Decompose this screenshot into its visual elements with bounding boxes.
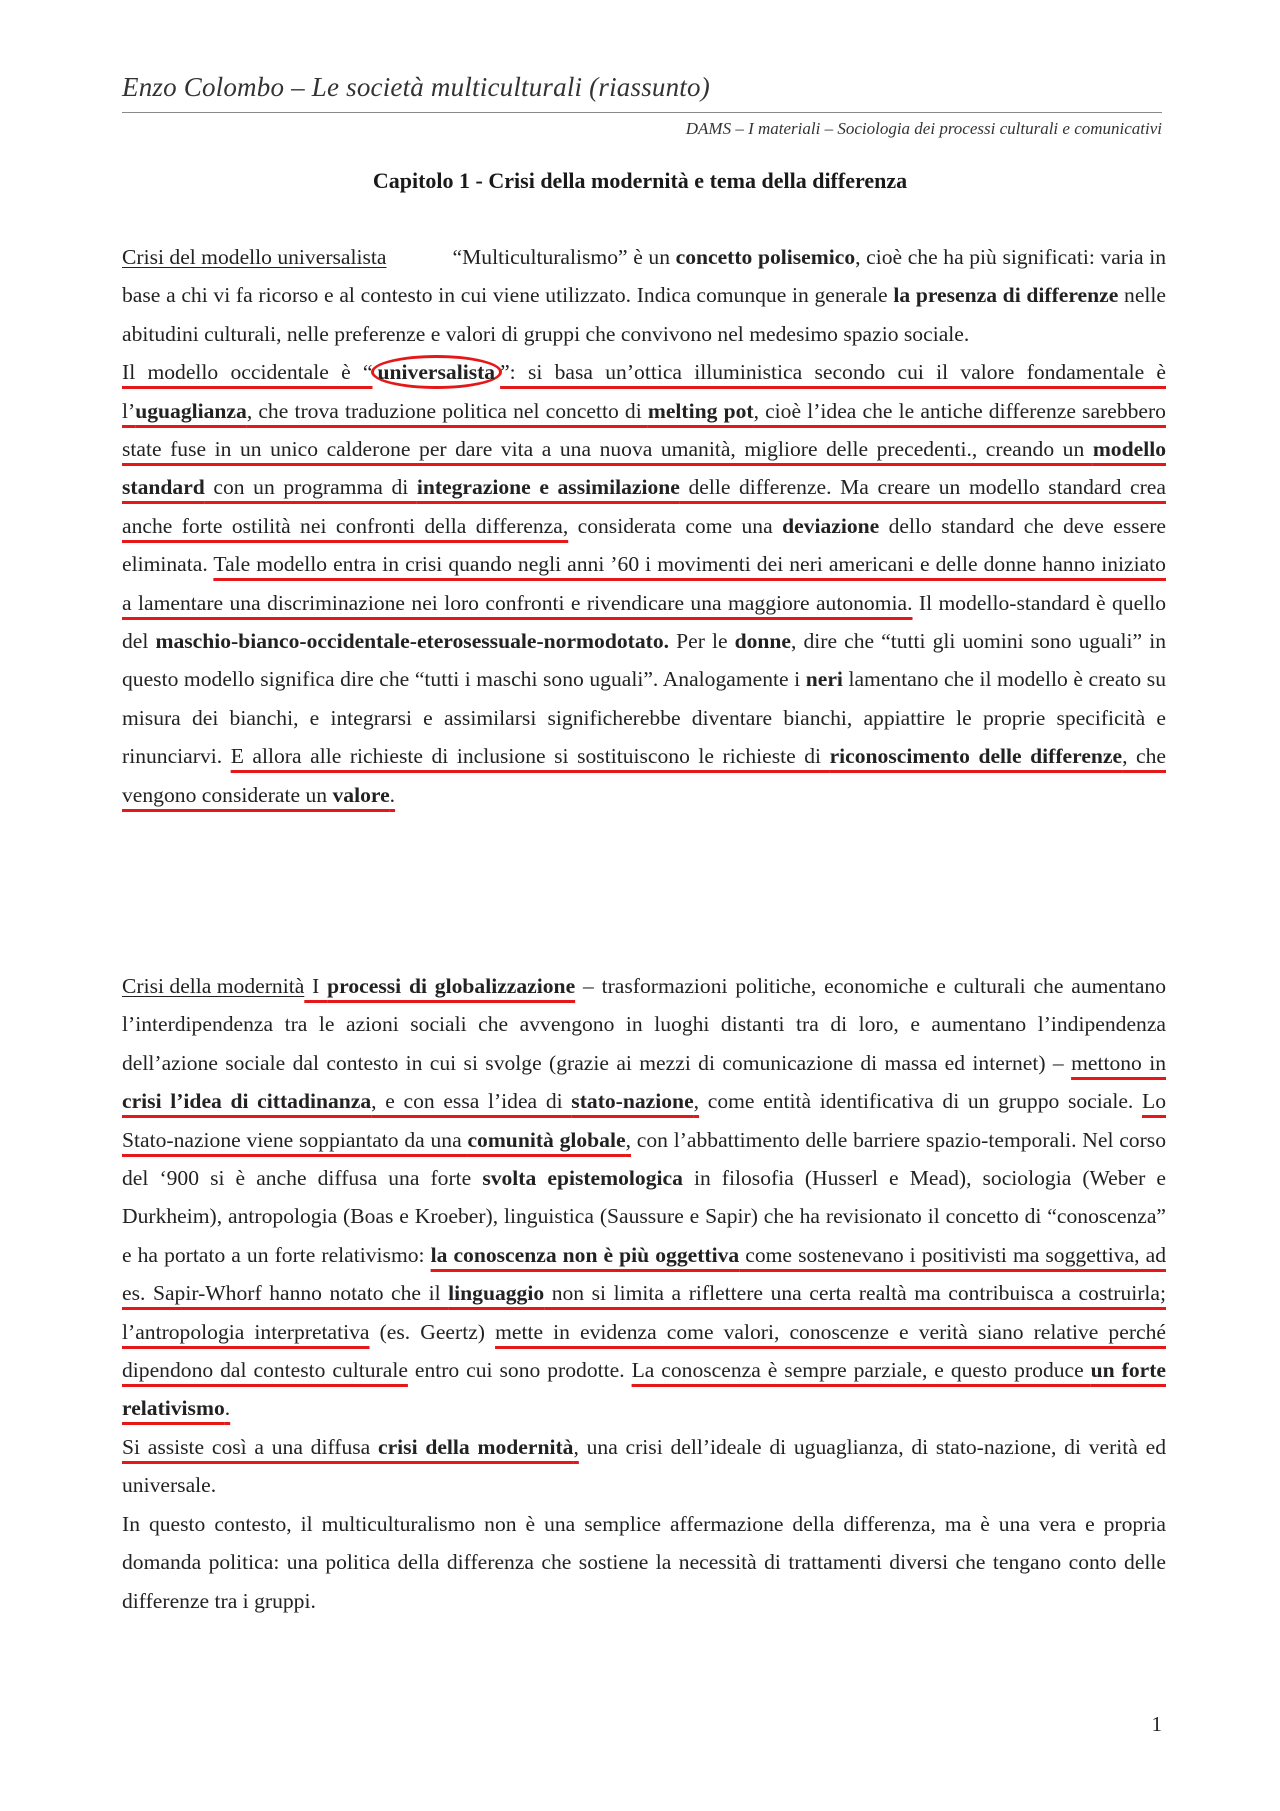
- paragraph-multiculturalismo-politica: In questo contesto, il multiculturalismo non è una semplice affermazione della differenza, ma è una vera e propria domanda politica: una politica della differenza che sostiene la necessità di trattamenti diversi che tengano conto delle differenze tra i gruppi.: [122, 1511, 1166, 1613]
- header-divider: [122, 112, 1162, 113]
- key-term: crisi della modernità: [378, 1434, 574, 1459]
- red-underline-annotation: la conoscenza non è più oggettiva come sostenevano i positivisti ma soggettiva, ad es. Sapir-Whorf hanno notato che il linguaggio non si limita a riflettere una certa realtà ma contribuisca a costruirla; l’antropologia interpretativa: [122, 1242, 1167, 1344]
- key-term: la presenza di differenze: [893, 283, 1119, 308]
- paragraph-globalizzazione: Crisi della modernità I processi di globalizzazione – trasformazioni politiche, economiche e culturali che aumentano l’interdipendenza tra le azioni sociali che avvengono in luoghi distanti tra di loro, e aumentano l’indipendenza dell’azione sociale dal contesto in cui si svolge (grazie ai mezzi di comunicazione di massa ed internet) – mettono in crisi l’idea di cittadinanza, e con essa l’idea di stato-nazione, come entità identificativa di un gruppo sociale. Lo Stato-nazione viene soppiantato da una comunità globale, con l’abbattimento delle barriere spazio-temporali. Nel corso del ‘900 si è anche diffusa una forte svolta epistemologica in filosofia (Husserl e Mead), sociologia (Weber e Durkheim), antropologia (Boas e Kroeber), linguistica (Saussure e Sapir) che ha revisionato il concetto di “conoscenza” e ha portato a un forte relativismo: la conoscenza non è più oggettiva come sostenevano i positivisti ma soggettiva, ad es. Sapir-Whorf hanno notato che il linguaggio non si limita a riflettere una certa realtà ma contribuisca a costruirla; l’antropologia interpretativa (es. Geertz) mette in evidenza come valori, conoscenze e verità siano relative perché dipendono dal contesto culturale entro cui sono prodotte. La conoscenza è sempre parziale, e questo produce un forte relativismo.: [122, 967, 1166, 1428]
- key-term: riconoscimento delle differenze: [829, 744, 1123, 769]
- key-term: comunità globale: [467, 1127, 626, 1152]
- page-number: 1: [1151, 1712, 1162, 1736]
- key-term: linguaggio: [448, 1281, 545, 1306]
- key-term: donne: [734, 629, 792, 654]
- running-header-subtitle: DAMS – I materiali – Sociologia dei processi culturali e comunicativi: [685, 119, 1162, 138]
- red-underline-annotation: mette in evidenza come valori, conoscenze e verità siano relative perché dipendono dal contesto culturale: [122, 1319, 1166, 1383]
- section-crisi-modello-universalista: [122, 238, 1166, 814]
- key-term: neri: [805, 667, 843, 692]
- key-term: uguaglianza: [135, 398, 247, 423]
- paragraph-crisi-modernita: Si assiste così a una diffusa crisi della modernità, una crisi dell’ideale di uguaglianza, di stato-nazione, di verità ed universale.: [122, 1434, 1166, 1498]
- paragraph-multiculturalismo: Crisi del modello universalista “Multiculturalismo” è un concetto polisemico, cioè che ha più significati: varia in base a chi vi fa ricorso e al contesto in cui viene utilizzato. Indica comunque in generale la presenza di differenze nelle abitudini culturali, nelle preferenze e valori di gruppi che convivono nel medesimo spazio sociale.: [122, 238, 1166, 353]
- running-header-title: Enzo Colombo – Le società multiculturali (riassunto): [122, 72, 710, 102]
- red-underline-annotation: E allora alle richieste di inclusione si sostituiscono le richieste di riconoscimento delle differenze, che vengono considerate un valore.: [122, 744, 1167, 807]
- key-term: crisi l’idea di cittadinanza: [122, 1089, 372, 1114]
- key-term: valore: [332, 782, 390, 807]
- key-term: processi di globalizzazione: [327, 974, 576, 998]
- red-underline-annotation: Si assiste così a una diffusa crisi della modernità,: [122, 1434, 579, 1459]
- key-term: modello standard: [122, 437, 1166, 500]
- red-underline-annotation: Tale modello entra in crisi quando negli anni ’60 i movimenti dei neri americani e delle donne hanno iniziato a lamentare una discriminazione nei loro confronti e rivendicare una maggiore autonomia.: [122, 552, 1166, 615]
- red-underline-annotation: Il modello occidentale è “ universalista ”: si basa un’ottica illuministica secondo cui il valore fondamentale è l’uguaglianza, che trova traduzione politica nel concetto di melting pot, cioè l’idea che le antiche differenze sarebbero state fuse in un unico calderone per dare vita a una nuova umanità, migliore delle precedenti., creando un modello standard con un programma di integrazione e assimilazione delle differenze. Ma creare un modello standard crea anche forte ostilità nei confronti della differenza,: [122, 360, 1166, 538]
- circled-term-universalista: universalista: [371, 355, 503, 389]
- key-term: stato-nazione: [571, 1089, 694, 1114]
- red-underline-annotation: La conoscenza è sempre parziale, e questo produce un forte relativismo.: [122, 1358, 1166, 1421]
- red-underline-annotation: I processi di globalizzazione: [304, 974, 576, 998]
- red-underline-annotation: Lo Stato-nazione viene soppiantato da una comunità globale,: [122, 1089, 1167, 1152]
- key-term: concetto polisemico: [675, 245, 856, 269]
- key-term: melting pot: [647, 398, 754, 423]
- section-label: Crisi del modello universalista: [122, 245, 387, 269]
- key-term: maschio-bianco-occidentale-eterosessuale-normodotato.: [155, 629, 670, 654]
- section-label: Crisi della modernità: [122, 974, 305, 998]
- paragraph-modello-occidentale: Il modello occidentale è “ universalista ”: si basa un’ottica illuministica secondo cui il valore fondamentale è l’uguaglianza, che trova traduzione politica nel concetto di melting pot, cioè l’idea che le antiche differenze sarebbero state fuse in un unico calderone per dare vita a una nuova umanità, migliore delle precedenti., creando un modello standard con un programma di integrazione e assimilazione delle differenze. Ma creare un modello standard crea anche forte ostilità nei confronti della differenza, considerata come una deviazione dello standard che deve essere eliminata. Tale modello entra in crisi quando negli anni ’60 i movimenti dei neri americani e delle donne hanno iniziato a lamentare una discriminazione nei loro confronti e rivendicare una maggiore autonomia. Il modello-standard è quello del maschio-bianco-occidentale-eterosessuale-normodotato. Per le donne, dire che “tutti gli uomini sono uguali” in questo modello significa dire che “tutti i maschi sono uguali”. Analogamente i neri lamentano che il modello è creato su misura dei bianchi, e integrarsi e assimilarsi significherebbe diventare bianchi, appiattire le proprie specificità e rinunciarvi. E allora alle richieste di inclusione si sostituiscono le richieste di riconoscimento delle differenze, che vengono considerate un valore.: [122, 353, 1166, 814]
- key-term: la conoscenza non è più oggettiva: [430, 1242, 740, 1267]
- red-underline-annotation: mettono in crisi l’idea di cittadinanza, e con essa l’idea di stato-nazione,: [122, 1050, 1167, 1114]
- key-term: integrazione e assimilazione: [416, 475, 680, 500]
- section-crisi-modernita: [122, 967, 1166, 1620]
- chapter-title: Capitolo 1 - Crisi della modernità e tema della differenza: [372, 168, 908, 193]
- key-term: un forte relativismo: [122, 1358, 1166, 1421]
- key-term: deviazione: [782, 513, 880, 538]
- key-term: svolta epistemologica: [482, 1166, 683, 1191]
